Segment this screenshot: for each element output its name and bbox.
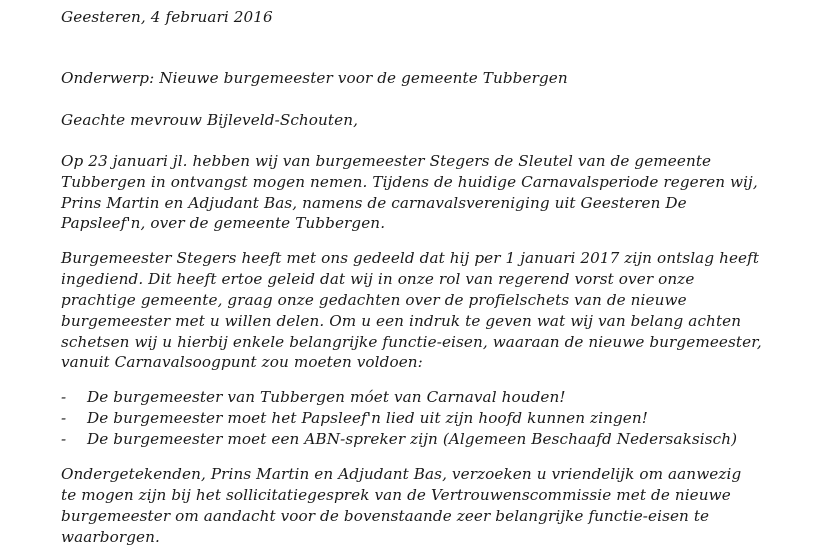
paragraph-line: te mogen zijn bij het sollicitatiegesprek van de Vertrouwenscommissie met de nieuwe xyxy=(61,486,731,504)
paragraph-line: Ondergetekenden, Prins Martin en Adjudant Bas, verzoeken u vriendelijk om aanwezig xyxy=(61,465,742,483)
subject-line: Onderwerp: Nieuwe burgemeester voor de gemeente Tubbergen xyxy=(61,69,568,87)
paragraph-line: prachtige gemeente, graag onze gedachten over de profielschets van de nieuwe xyxy=(61,291,687,309)
date-line: Geesteren, 4 februari 2016 xyxy=(61,8,273,26)
paragraph-line: Papsleef'n, over de gemeente Tubbergen. xyxy=(61,214,386,232)
paragraph-line: burgemeester om aandacht voor de bovenstaande zeer belangrijke functie-eisen te xyxy=(61,507,710,525)
paragraph-line: schetsen wij u hierbij enkele belangrijke functie-eisen, waaraan de nieuwe burgemeester, xyxy=(61,333,762,351)
paragraph-line: Prins Martin en Adjudant Bas, namens de carnavalsvereniging uit Geesteren De xyxy=(61,194,687,212)
bullet-dash: - xyxy=(61,430,67,448)
bullet-dash: - xyxy=(61,388,67,406)
paragraph-line: Op 23 januari jl. hebben wij van burgemeester Stegers de Sleutel van de gemeente xyxy=(61,152,712,170)
paragraph-line: Tubbergen in ontvangst mogen nemen. Tijdens de huidige Carnavalsperiode regeren wij, xyxy=(61,173,758,191)
paragraph-line: Burgemeester Stegers heeft met ons gedeeld dat hij per 1 januari 2017 zijn ontslag heeft xyxy=(61,249,760,267)
paragraph-line: waarborgen. xyxy=(61,528,160,546)
bullet-dash: - xyxy=(61,409,67,427)
paragraph-line: burgemeester met u willen delen. Om u een indruk te geven wat wij van belang achten xyxy=(61,312,742,330)
requirement-text: De burgemeester van Tubbergen móet van Carnaval houden! xyxy=(87,388,566,406)
requirement-text: De burgemeester moet een ABN-spreker zijn (Algemeen Beschaafd Nedersaksisch) xyxy=(87,430,738,448)
salutation: Geachte mevrouw Bijleveld-Schouten, xyxy=(61,111,359,129)
requirement-text: De burgemeester moet het Papsleef'n lied uit zijn hoofd kunnen zingen! xyxy=(87,409,648,427)
paragraph-line: ingediend. Dit heeft ertoe geleid dat wij in onze rol van regerend vorst over onze xyxy=(61,270,695,288)
paragraph-line: vanuit Carnavalsoogpunt zou moeten voldoen: xyxy=(61,353,423,371)
